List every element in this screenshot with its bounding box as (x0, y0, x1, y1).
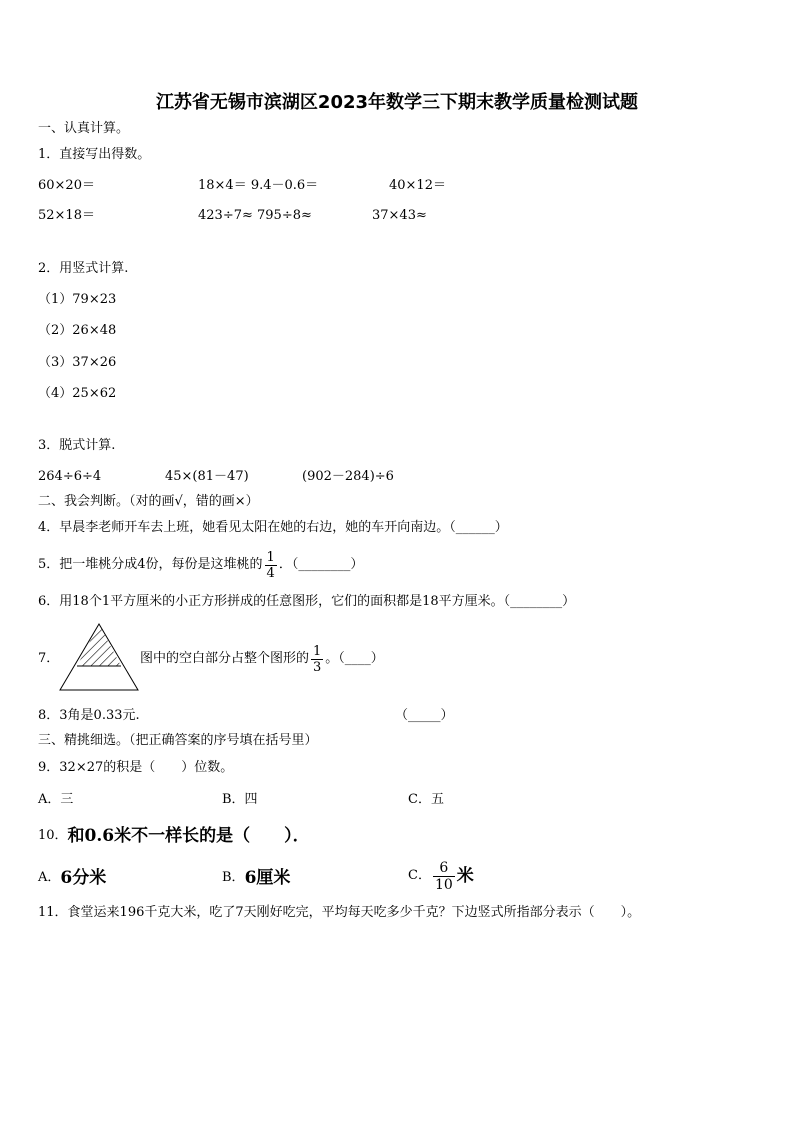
q10-option-a-letter: A． (38, 870, 61, 885)
q10-label: 10． (38, 828, 68, 843)
q9-option-c: C．五 (408, 792, 444, 807)
q1-r2-c1: 52×18＝ (38, 208, 95, 223)
q9-option-b: B．四 (222, 792, 258, 807)
q3-item-1: 264÷6÷4 (38, 469, 102, 484)
q7-fraction (311, 644, 323, 675)
q3-prompt: 3．脱式计算. (38, 438, 116, 453)
q1-prompt: 1．直接写出得数。 (38, 147, 151, 162)
q5-line (38, 547, 363, 583)
q10-option-c-denominator: 10 (434, 876, 453, 893)
q7-numerator: 1 (313, 643, 322, 659)
q10-option-c-unit: 米 (456, 866, 474, 886)
q6-text: 6．用18个1平方厘米的小正方形拼成的任意图形，它们的面积都是18平方厘米。（________） (38, 594, 576, 609)
q5-blank: ．（________） (278, 557, 364, 572)
q10-option-c (408, 856, 474, 896)
q9-option-a: A．三 (38, 792, 74, 807)
shaded-region (77, 624, 121, 666)
q2-item-4: （4）25×62 (38, 386, 117, 401)
q2-item-2: （2）26×48 (38, 323, 117, 338)
q11-text: 11．食堂运来196千克大米，吃了7天刚好吃完，平均每天吃多少千克？下边竖式所指部分表示（ ）。 (38, 905, 641, 920)
q3-item-2: 45×(81－47) (165, 469, 249, 484)
q5-denominator: 4 (266, 565, 275, 581)
q10-option-b-letter: B． (222, 870, 245, 885)
q7-blank: 。（____） (325, 651, 384, 666)
q5-numerator: 1 (266, 549, 275, 565)
q5-text: 5．把一堆桃分成4份，每份是这堆桃的 (38, 557, 263, 572)
q2-prompt: 2．用竖式计算. (38, 261, 129, 276)
q4-text: 4．早晨李老师开车去上班，她看见太阳在她的右边，她的车开向南边。（______） (38, 520, 508, 535)
q2-item-1: （1）79×23 (38, 292, 117, 307)
q3-item-3: (902－284)÷6 (302, 469, 394, 484)
q1-r1-c1: 60×20＝ (38, 178, 95, 193)
q10-option-b-text: 6厘米 (244, 868, 291, 888)
q10-prompt: 和0.6米不一样长的是（ ）． (67, 826, 310, 846)
q5-fraction (265, 550, 277, 581)
q10-option-c-numerator: 6 (433, 860, 455, 877)
q7-text: 图中的空白部分占整个图形的 (140, 651, 310, 666)
q1-r2-c3: 37×43≈ (372, 208, 427, 223)
q7-line (140, 639, 384, 679)
q7-triangle-figure (58, 622, 140, 692)
q9-prompt: 9．32×27的积是（ ）位数。 (38, 760, 234, 775)
section-2-heading: 二、我会判断。（对的画√，错的画×） (38, 494, 259, 509)
q7-label: 7． (38, 651, 60, 666)
q1-r1-c3: 40×12＝ (389, 178, 446, 193)
q10-line (38, 826, 310, 846)
q10-option-a-text: 6分米 (60, 868, 107, 888)
section-3-heading: 三、精挑细选。（把正确答案的序号填在括号里） (38, 733, 318, 748)
q10-option-b (222, 868, 290, 888)
q7-denominator: 3 (313, 659, 322, 675)
q10-option-c-fraction (433, 860, 455, 893)
q1-r2-c2: 423÷7≈ 795÷8≈ (198, 208, 312, 223)
page-title: 江苏省无锡市滨湖区2023年数学三下期末教学质量检测试题 (155, 92, 639, 113)
q8-text: 8．3角是0.33元. (38, 708, 140, 723)
q2-item-3: （3）37×26 (38, 355, 117, 370)
q10-option-a (38, 868, 106, 888)
section-1-heading: 一、认真计算。 (38, 121, 130, 136)
q1-r1-c2: 18×4＝ 9.4－0.6＝ (198, 178, 319, 193)
q8-blank: （_____） (395, 708, 454, 723)
q10-option-c-letter: C． (408, 868, 431, 883)
